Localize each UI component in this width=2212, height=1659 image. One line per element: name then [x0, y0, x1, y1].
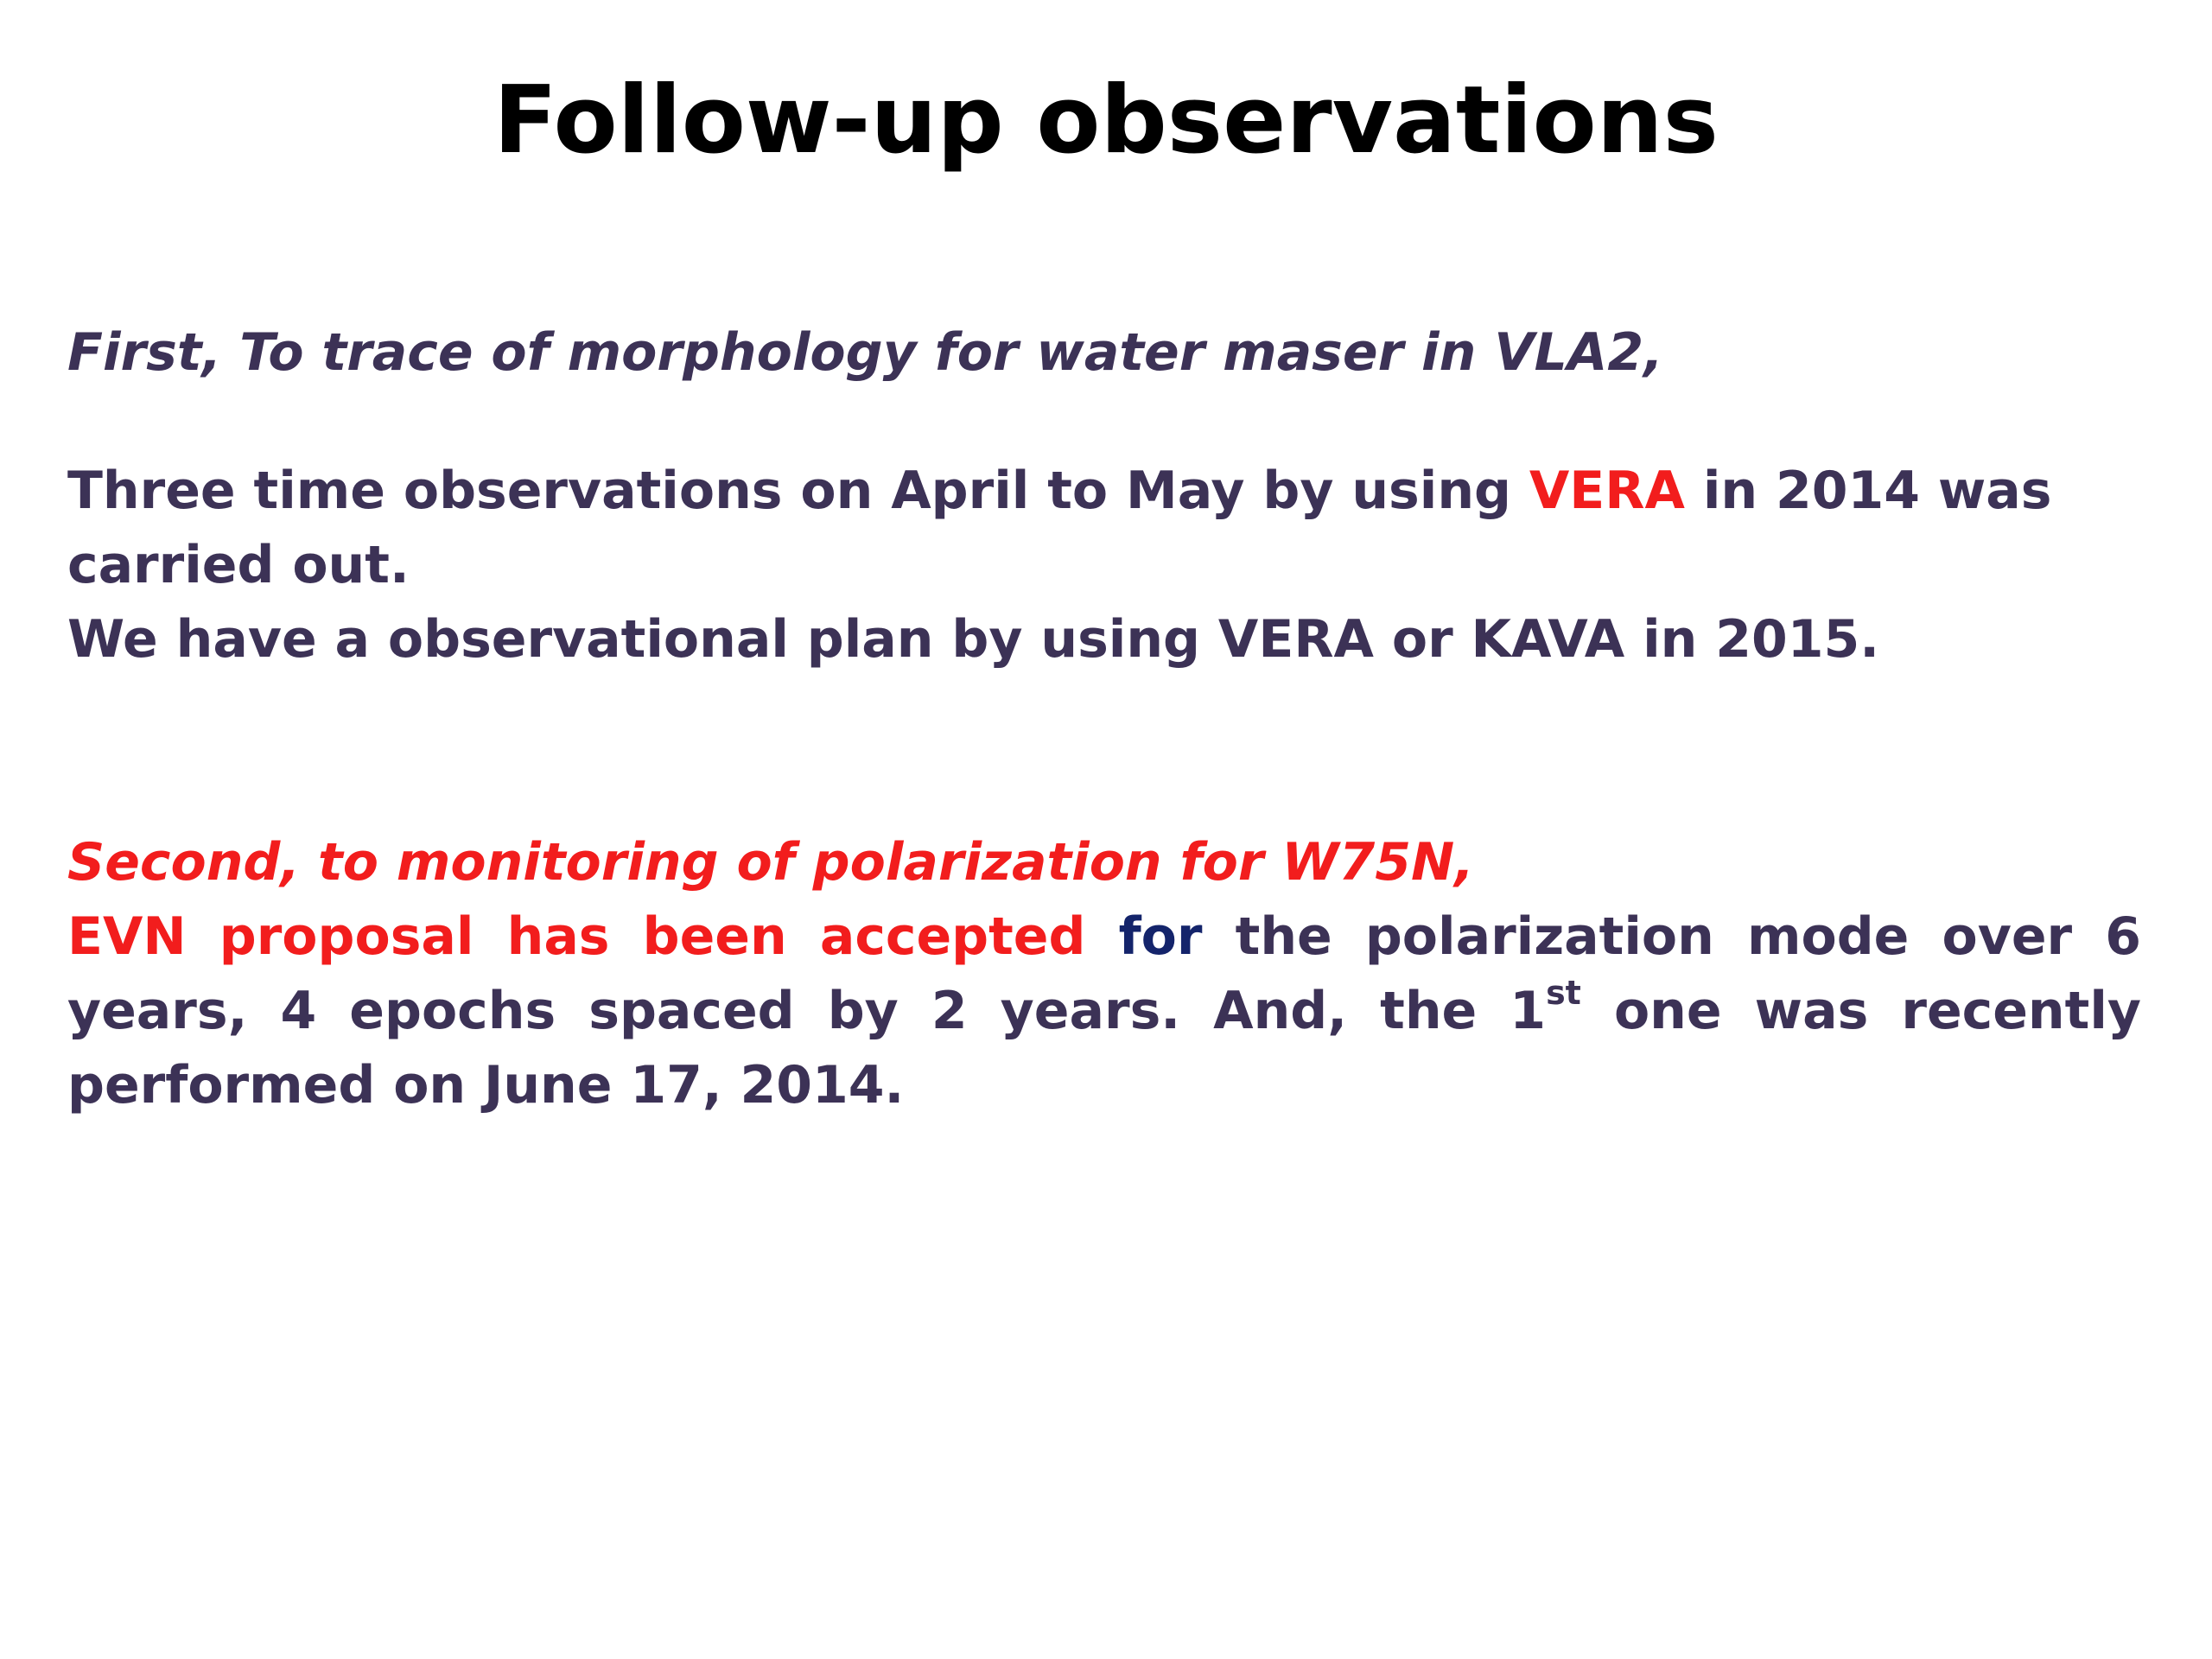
second-paragraph-text-start: the polarization mode over 6 years, 4 epochs spaced by 2 years. And, the 1 — [67, 906, 2141, 1041]
first-paragraph-plan: We have a observational plan by using VERA or KAVA in 2015. — [67, 609, 1880, 670]
second-paragraph-evn-proposal — [67, 899, 2141, 1122]
first-paragraph-text-end: in 2014 was carried out. — [67, 461, 2052, 595]
slide-title: Follow-up observations — [493, 67, 1719, 175]
vera-highlight: VERA — [1529, 461, 1685, 521]
for-word: for — [1118, 906, 1203, 967]
second-paragraph-text-end: one was recently performed on June 17, 2014. — [67, 981, 2141, 1116]
first-paragraph-text-start: Three time observations on April to May by using — [67, 461, 1529, 521]
first-heading: First, To trace of morphology for water maser in VLA2, — [67, 322, 1663, 383]
second-heading: Second, to monitoring of polarization for W75N, — [67, 832, 1475, 893]
first-paragraph-vera-observations — [67, 454, 2141, 602]
evn-proposal-highlight: EVN proposal has been accepted — [67, 906, 1086, 967]
second-section — [67, 825, 2141, 1122]
superscript-st: st — [1546, 974, 1581, 1012]
